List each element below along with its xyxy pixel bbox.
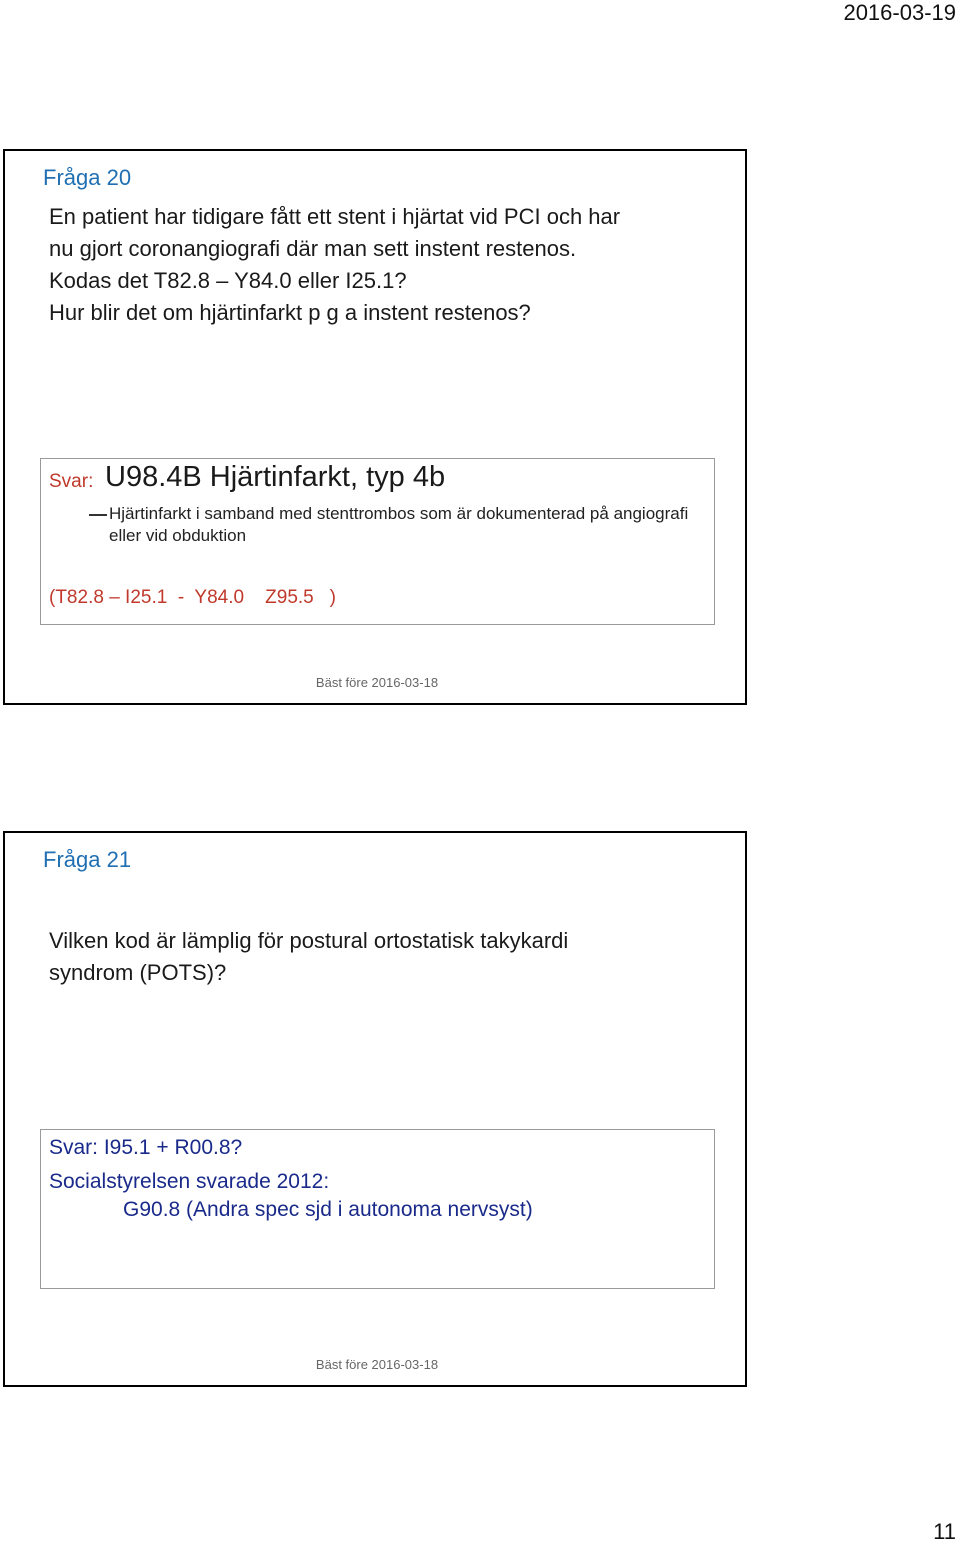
answer-line: Socialstyrelsen svarade 2012:: [49, 1170, 330, 1193]
question-line: syndrom (POTS)?: [49, 960, 227, 985]
question-line: nu gjort coronangiografi där man sett instent restenos.: [49, 236, 577, 261]
question-text: [49, 201, 739, 329]
answer-line: G90.8 (Andra spec sjd i autonoma nervsyst): [123, 1198, 533, 1221]
page-date: 2016-03-19: [843, 0, 956, 25]
slide-title: Fråga 20: [43, 165, 132, 190]
answer-code: U98.4B Hjärtinfarkt, typ 4b: [105, 461, 446, 493]
slide-question-20: [3, 149, 747, 705]
question-text: [49, 925, 739, 989]
answer-label: Svar:: [49, 471, 94, 492]
question-line: En patient har tidigare fått ett stent i hjärtat vid PCI och har: [49, 204, 621, 229]
answer-box: [40, 458, 715, 625]
question-line: Vilken kod är lämplig för postural ortostatisk takykardi: [49, 928, 569, 953]
question-line: Kodas det T82.8 – Y84.0 eller I25.1?: [49, 268, 407, 293]
answer-description: Hjärtinfarkt i samband med stenttrombos som är dokumenterad på angiografi eller vid obduktion: [109, 504, 689, 545]
slide-footer: Bäst före 2016-03-18: [315, 675, 439, 690]
page-number: 11: [933, 1519, 956, 1544]
answer-line: Svar: I95.1 + R00.8?: [49, 1136, 243, 1159]
question-line: Hur blir det om hjärtinfarkt p g a instent restenos?: [49, 300, 531, 325]
bullet-dash: [89, 514, 107, 516]
slide-question-21: [3, 831, 747, 1387]
answer-box: [40, 1129, 715, 1289]
answer-codes: (T82.8 – I25.1 - Y84.0 Z95.5 ): [49, 587, 336, 608]
slide-title: Fråga 21: [43, 847, 132, 872]
slide-footer: Bäst före 2016-03-18: [315, 1357, 439, 1372]
